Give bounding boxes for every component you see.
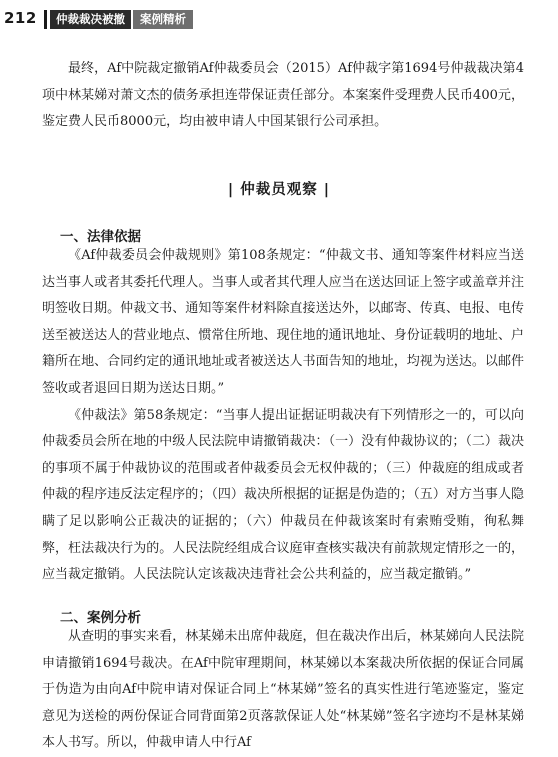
case-analysis-block [42,624,524,757]
page-number: 212 [4,9,37,27]
paragraph-arbitration-law: 《仲裁法》第58条规定：“当事人提出证据证明裁决有下列情形之一的，可以向仲裁委员会所在地的中级人民法院申请撤销裁决：（一）没有仲裁协议的；（二）裁决的事项不属于仲裁协议的范围或者仲裁委员会无权仲裁的；（三）仲裁庭的组成或者仲裁的程序违反法定程序的；（四）裁决所根据的证据是伪造的；（五）对方当事人隐瞒了足以影响公正裁决的证据的；（六）仲裁员在仲裁该案时有索贿受贿，徇私舞弊，枉法裁决行为的。人民法院经组成合议庭审查核实裁决有前款规定情形之一的，应当裁定撤销。人民法院认定该裁决违背社会公共利益的，应当裁定撤销。” [42,407,524,583]
section-title: | 仲裁员观察 | [227,182,331,198]
legal-basis-block [42,243,524,589]
intro-block [42,56,524,136]
section-tag: 案例精析 [133,10,193,29]
paragraph-arbitration-rules: 《Af仲裁委员会仲裁规则》第108条规定：“仲裁文书、通知等案件材料应当送达当事人或者其委托代理人。当事人或者其代理人应当在送达回证上签字或盖章并注明签收日期。仲裁文书、通知等案件材料除直接送达外，以邮寄、传真、电报、电传送至被送达人的营业地点、惯常住所地、现住地的通讯地址、身份证载明的地址、户籍所在地、合同约定的通讯地址或者被送达人书面告知的地址，均视为送达。以邮件签收或者退回日期为送达日期。” [42,248,524,396]
book-title-tag: 仲裁裁决被撤 [50,10,131,29]
header-divider [44,10,47,29]
subsection-heading-legal-basis: 一、法律依据 [60,229,141,245]
subsection-heading-case-analysis: 二、案例分析 [60,610,141,626]
paragraph-case-analysis: 从查明的事实来看，林某娣未出席仲裁庭，但在裁决作出后，林某娣向人民法院申请撤销1694号裁决。在Af中院审理期间，林某娣以本案裁决所依据的保证合同属于伪造为由向Af中院申请对保证合同上“林某娣”签名的真实性进行笔迹鉴定，鉴定意见为送检的两份保证合同背面第2页落款保证人处“林某娣”签名字迹均不是林某娣本人书写。所以，仲裁申请人中行Af [42,629,524,751]
page-header [0,6,558,32]
intro-paragraph: 最终，Af中院裁定撤销Af仲裁委员会（2015）Af仲裁字第1694号仲裁裁决第4项中林某娣对萧文杰的债务承担连带保证责任部分。本案案件受理费人民币400元，鉴定费人民币8000元，均由被申请人中国某银行公司承担。 [42,61,524,130]
